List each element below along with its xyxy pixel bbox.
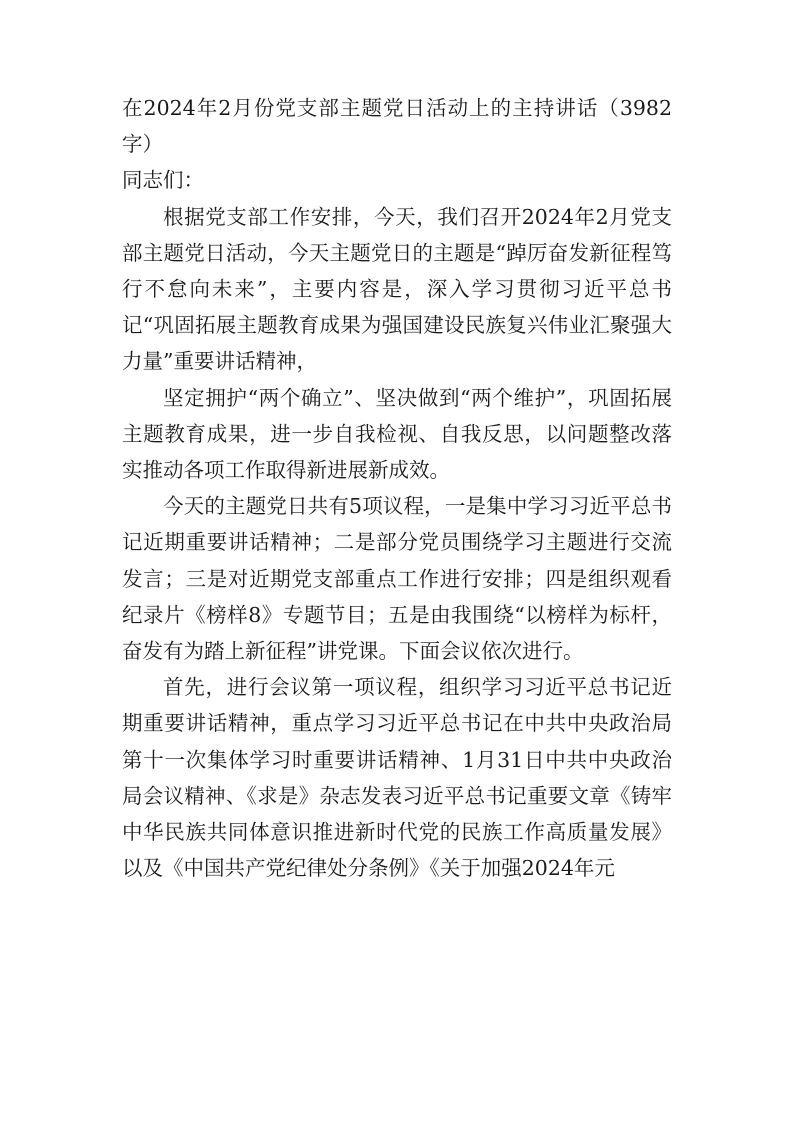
paragraph: 首先，进行会议第一项议程，组织学习习近平总书记近期重要讲话精神，重点学习习近平总书记在中共中央政治局第十一次集体学习时重要讲话精神、1月31日中共中央政治局会议精神、《求是》杂志发表习近平总书记重要文章《铸牢中华民族共同体意识推进新时代党的民族工作高质量发展》以及《中国共产党纪律处分条例》《关于加强2024年元	[122, 675, 672, 881]
greeting: 同志们：	[122, 168, 204, 193]
document-title: 在2024年2月份党支部主题党日活动上的主持讲话（3982字）	[122, 96, 672, 157]
paragraph: 坚定拥护“两个确立”、坚决做到“两个维护”，巩固拓展主题教育成果，进一步自我检视、自我反思，以问题整改落实推动各项工作取得新进展新成效。	[122, 385, 672, 483]
paragraph: 今天的主题党日共有5项议程，一是集中学习习近平总书记近期重要讲话精神；二是部分党员围绕学习主题进行交流发言；三是对近期党支部重点工作进行安排；四是组织观看纪录片《榜样8》专题节目；五是由我围绕“以榜样为标杆，奋发有为踏上新征程”讲党课。下面会议依次进行。	[122, 494, 672, 664]
document-body	[122, 90, 672, 886]
paragraph: 根据党支部工作安排，今天，我们召开2024年2月党支部主题党日活动，今天主题党日的主题是“踔厉奋发新征程笃行不怠向未来”，主要内容是，深入学习贯彻习近平总书记“巩固拓展主题教育成果为强国建设民族复兴伟业汇聚强大力量”重要讲话精神，	[122, 204, 672, 374]
